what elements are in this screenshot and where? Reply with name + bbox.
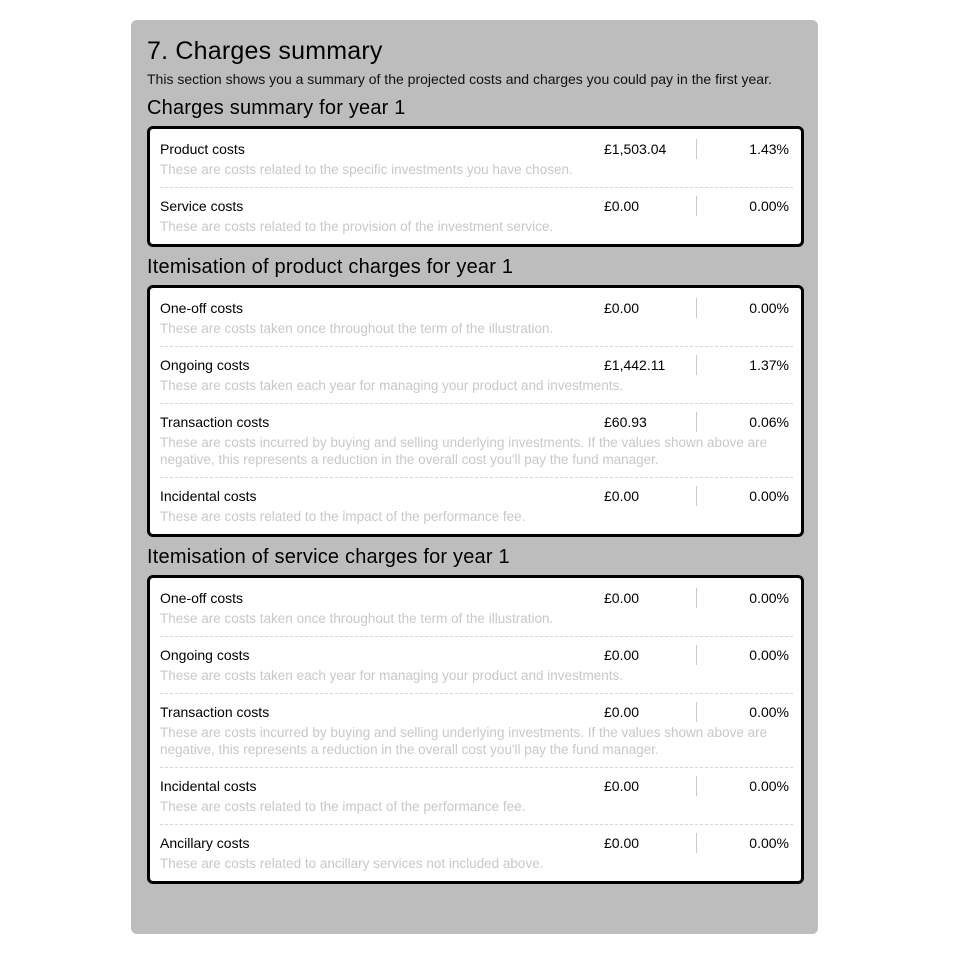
cost-row — [160, 478, 793, 534]
cost-label: Ancillary costs — [160, 835, 250, 851]
cost-percent: 0.06% — [749, 414, 789, 430]
cost-description: These are costs incurred by buying and selling underlying investments. If the values shown above are negative, this represents a reduction in the overall cost you'll pay the fund manager. — [160, 435, 768, 467]
cost-row — [160, 768, 793, 825]
section-heading-charges-summary: Charges summary for year 1 — [147, 97, 406, 119]
cost-row — [160, 637, 793, 694]
cost-label: One-off costs — [160, 590, 244, 606]
cost-amount: £60.93 — [604, 414, 647, 430]
service-charges-box — [147, 575, 804, 884]
cost-label: One-off costs — [160, 300, 244, 316]
cost-percent: 0.00% — [749, 590, 789, 606]
cost-percent: 0.00% — [749, 778, 789, 794]
cost-description: These are costs incurred by buying and selling underlying investments. If the values shown above are negative, this represents a reduction in the overall cost you'll pay the fund manager. — [160, 725, 768, 757]
cost-amount: £0.00 — [604, 647, 640, 663]
cost-description: These are costs related to ancillary services not included above. — [160, 856, 544, 871]
cost-percent: 0.00% — [749, 198, 789, 214]
cost-label: Ongoing costs — [160, 647, 250, 663]
cost-amount: £0.00 — [604, 835, 640, 851]
cost-percent: 0.00% — [749, 704, 789, 720]
page-title: 7. Charges summary — [147, 37, 383, 65]
cost-description: These are costs taken once throughout the term of the illustration. — [160, 321, 554, 336]
cost-row — [160, 188, 793, 244]
intro-text: This section shows you a summary of the projected costs and charges you could pay in the first year. — [147, 71, 772, 87]
cost-description: These are costs related to the impact of the performance fee. — [160, 509, 526, 524]
cost-row — [160, 404, 793, 478]
cost-label: Incidental costs — [160, 778, 257, 794]
cost-description: These are costs related to the specific investments you have chosen. — [160, 162, 573, 177]
cost-description: These are costs taken once throughout the term of the illustration. — [160, 611, 554, 626]
cost-amount: £0.00 — [604, 704, 640, 720]
cost-amount: £0.00 — [604, 590, 640, 606]
cost-label: Ongoing costs — [160, 357, 250, 373]
cost-row — [160, 694, 793, 768]
cost-percent: 0.00% — [749, 300, 789, 316]
cost-row — [160, 347, 793, 404]
cost-amount: £1,442.11 — [604, 357, 666, 373]
cost-label: Product costs — [160, 141, 245, 157]
cost-amount: £0.00 — [604, 488, 640, 504]
cost-percent: 0.00% — [749, 835, 789, 851]
cost-description: These are costs related to the impact of the performance fee. — [160, 799, 526, 814]
cost-description: These are costs taken each year for managing your product and investments. — [160, 668, 624, 683]
section-heading-product-charges: Itemisation of product charges for year 1 — [147, 256, 514, 278]
product-charges-box — [147, 285, 804, 537]
cost-label: Service costs — [160, 198, 244, 214]
cost-amount: £0.00 — [604, 778, 640, 794]
section-heading-service-charges: Itemisation of service charges for year 1 — [147, 546, 510, 568]
cost-description: These are costs related to the provision of the investment service. — [160, 219, 554, 234]
cost-label: Transaction costs — [160, 704, 270, 720]
cost-row — [160, 131, 793, 188]
cost-percent: 1.43% — [749, 141, 789, 157]
charges-summary-box — [147, 126, 804, 247]
cost-amount: £0.00 — [604, 300, 640, 316]
cost-percent: 0.00% — [749, 647, 789, 663]
cost-row — [160, 580, 793, 637]
cost-description: These are costs taken each year for managing your product and investments. — [160, 378, 624, 393]
cost-percent: 1.37% — [749, 357, 789, 373]
cost-percent: 0.00% — [749, 488, 789, 504]
charges-summary-panel — [131, 20, 818, 934]
cost-row — [160, 825, 793, 881]
cost-amount: £1,503.04 — [604, 141, 667, 157]
cost-row — [160, 290, 793, 347]
cost-label: Incidental costs — [160, 488, 257, 504]
cost-amount: £0.00 — [604, 198, 640, 214]
cost-label: Transaction costs — [160, 414, 270, 430]
